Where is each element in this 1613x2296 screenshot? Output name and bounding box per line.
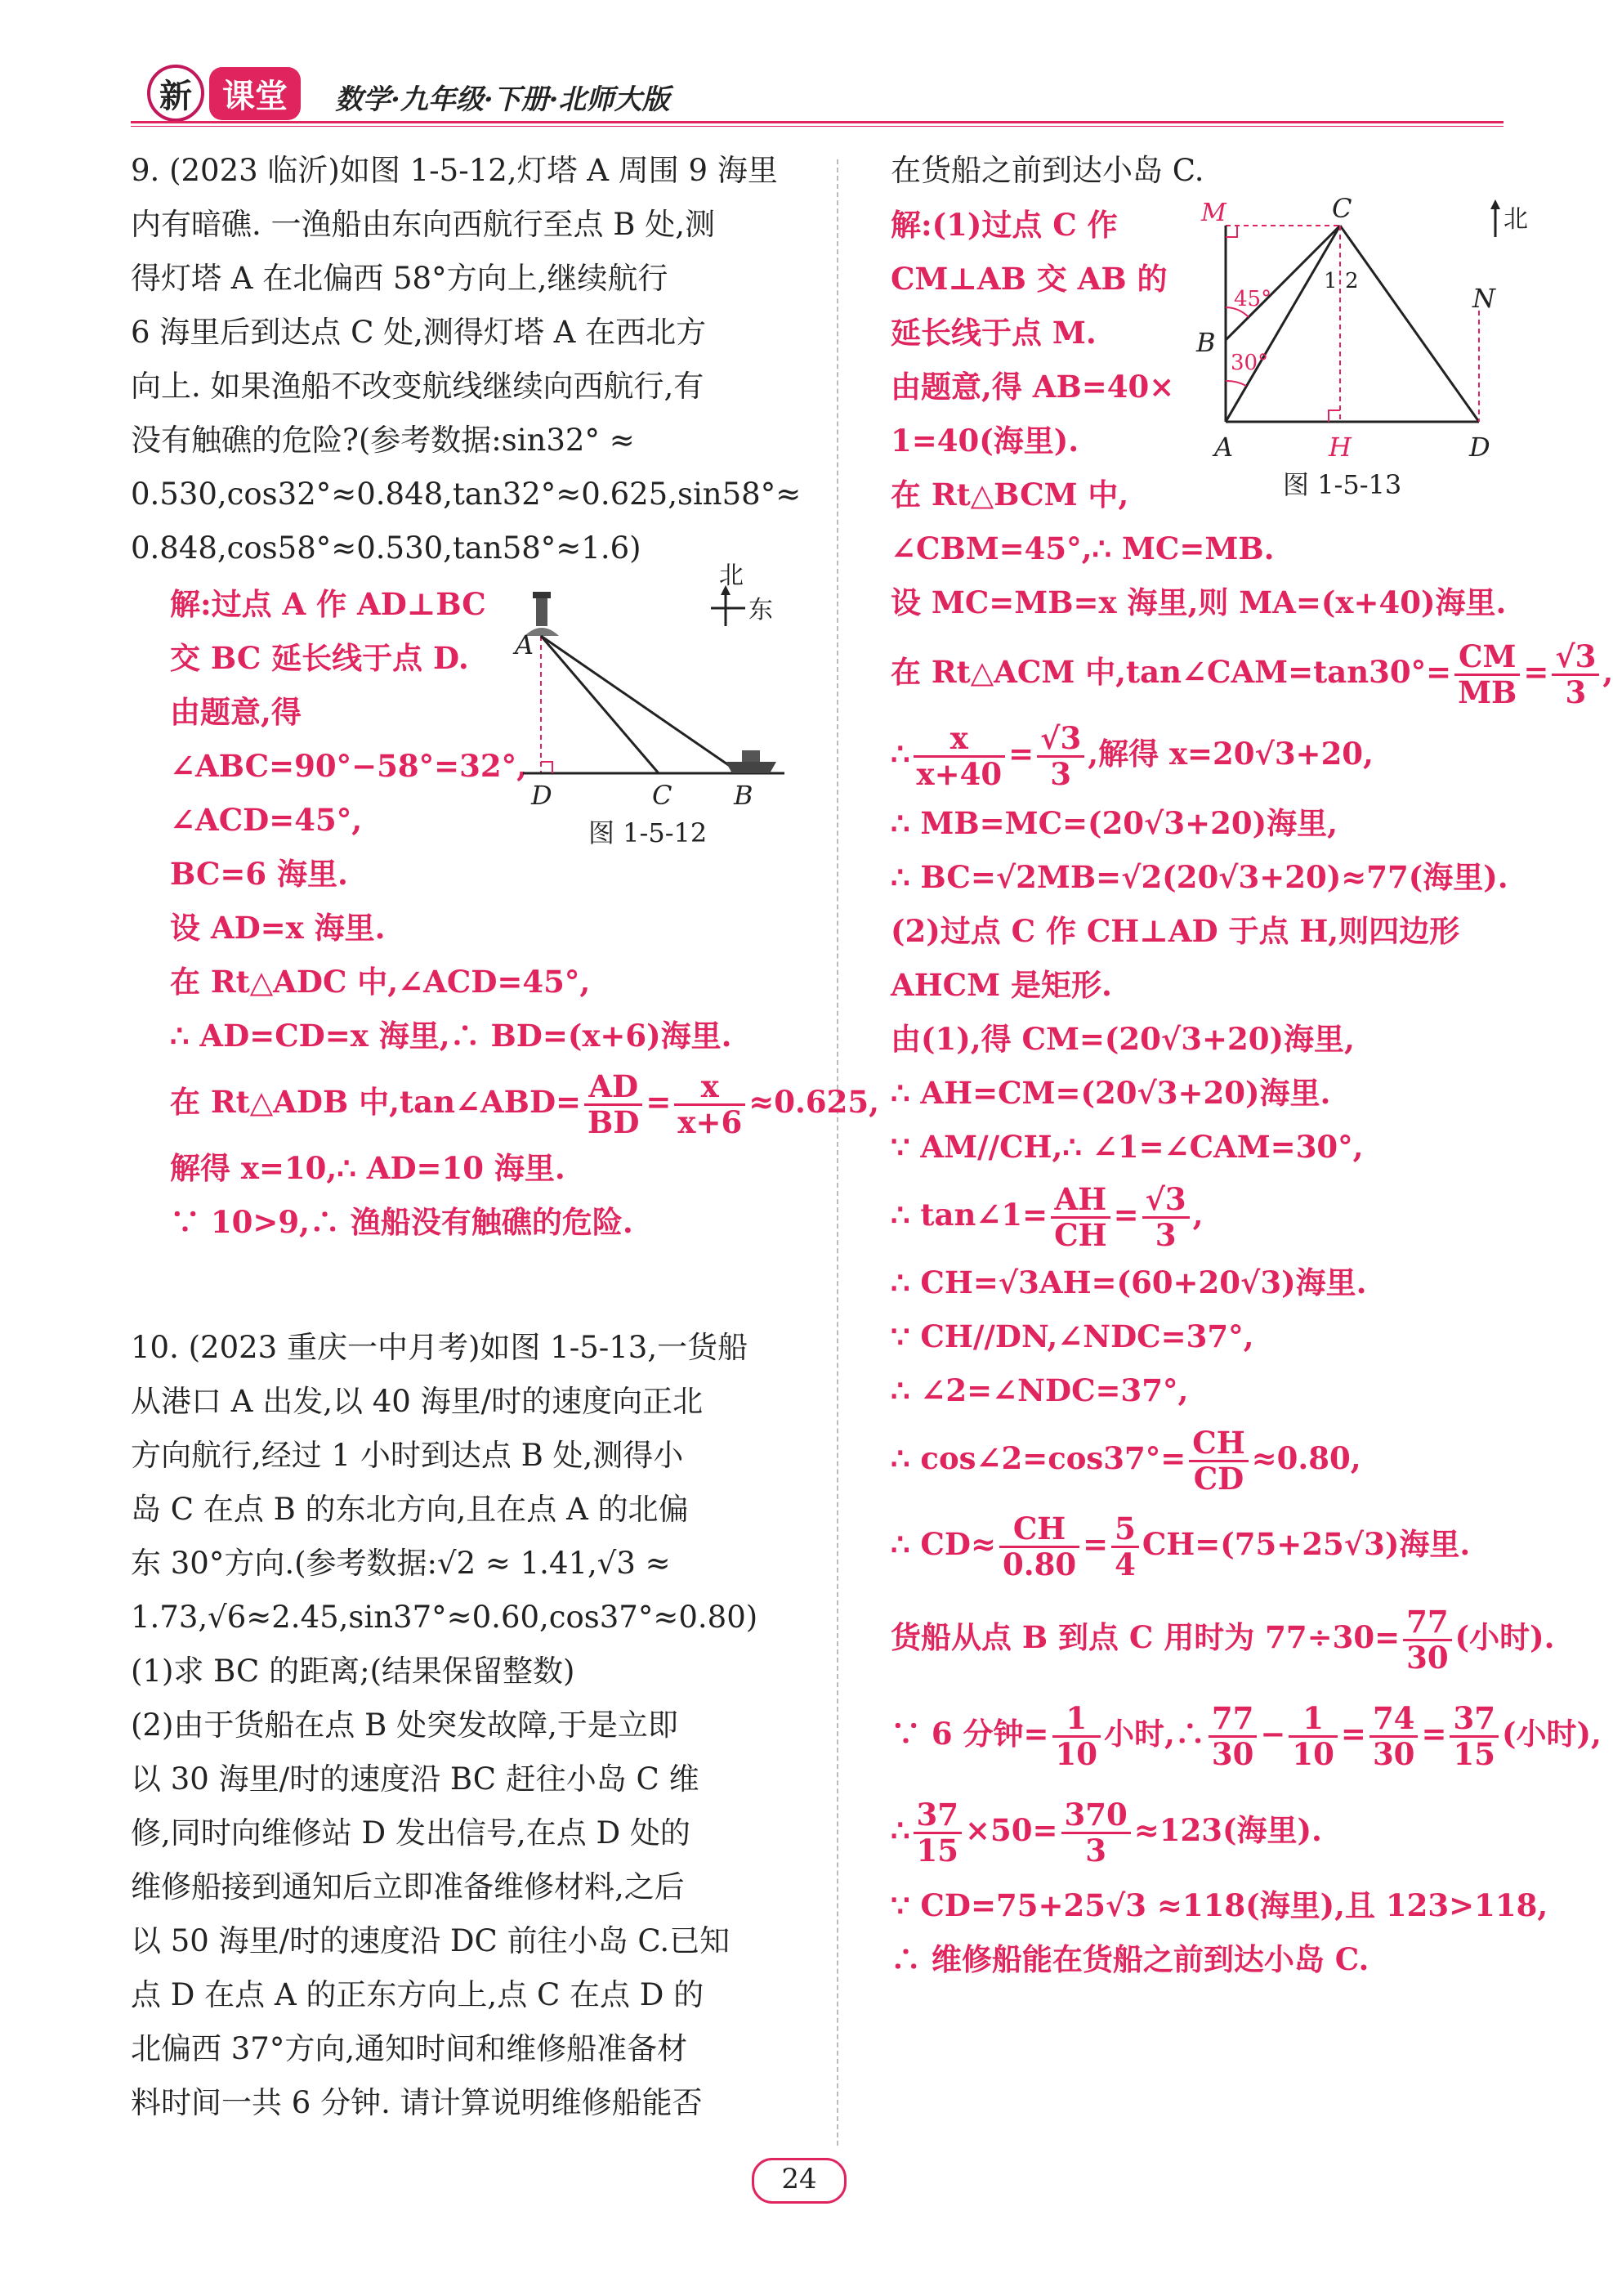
- q10-sol-line: 设 MC=MB=x 海里,则 MA=(x+40)海里.: [891, 584, 1507, 620]
- q10-line: 北偏西 37°方向,通知时间和维修船准备材: [131, 2031, 688, 2066]
- ship-icon: [726, 750, 776, 773]
- east-label: 东: [748, 596, 773, 624]
- q10-sol-line: ∴ CH=√3AH=(60+20√3)海里.: [891, 1264, 1367, 1300]
- q10-tan30-line: [891, 633, 1613, 711]
- q10-sol-line: ∵ CH//DN,∠NDC=37°,: [891, 1318, 1254, 1354]
- equals: =: [1523, 654, 1549, 690]
- fraction: [1552, 640, 1599, 709]
- q10-question: [131, 1321, 817, 2130]
- denominator: 0.80: [1002, 1546, 1077, 1582]
- q9-line: 6 海里后到达点 C 处,测得灯塔 A 在西北方: [131, 315, 707, 350]
- text: ≈0.80,: [1251, 1440, 1361, 1476]
- q10-sol-line: ∴ ∠2=∠NDC=37°,: [891, 1372, 1189, 1408]
- equals: =: [1008, 736, 1034, 772]
- q10-sol-line: ∴ AH=CM=(20√3+20)海里.: [891, 1075, 1331, 1111]
- q9-line: 内有暗礁. 一渔船由东向西航行至点 B 处,测: [131, 207, 715, 242]
- q10-figure: [1185, 193, 1528, 507]
- denominator: 30: [1211, 1736, 1254, 1772]
- denominator: 15: [1453, 1736, 1495, 1772]
- fraction: [1209, 1702, 1258, 1770]
- q10-sol-line: ∴ 维修船能在货船之前到达小岛 C.: [891, 1941, 1369, 1977]
- q10-sol-line: 由(1),得 CM=(20√3+20)海里,: [891, 1021, 1355, 1057]
- denominator: 30: [1406, 1640, 1449, 1676]
- book-subtitle: 数学·九年级·下册·北师大版: [335, 83, 670, 116]
- denominator: BD: [588, 1104, 640, 1140]
- fraction: [674, 1070, 745, 1139]
- equals: =: [646, 1084, 672, 1120]
- point-a-label: A: [1214, 432, 1234, 463]
- q9-line: 0.848,cos58°≈0.530,tan58°≈1.6): [131, 530, 641, 566]
- q9-sol-line: BC=6 海里.: [170, 856, 348, 892]
- q10-line: 维修船接到通知后立即准备维修材料,之后: [131, 1869, 685, 1904]
- denominator: x+40: [916, 756, 1003, 792]
- q10-sol-line: 由题意,得 AB=40×: [891, 369, 1175, 405]
- text: ∴: [891, 736, 910, 772]
- denominator: CD: [1193, 1461, 1244, 1497]
- point-c-label: C: [1332, 193, 1352, 224]
- denominator: MB: [1458, 674, 1517, 710]
- q9-line: 得灯塔 A 在北偏西 58°方向上,继续航行: [131, 261, 668, 296]
- q10-line: 以 30 海里/时的速度沿 BC 赶往小岛 C 维: [131, 1761, 699, 1797]
- point-d-label: D: [531, 780, 552, 811]
- numerator: AD: [584, 1070, 642, 1106]
- q10-line: 从港口 A 出发,以 40 海里/时的速度向正北: [131, 1384, 704, 1419]
- page-number: 24: [752, 2158, 847, 2204]
- denominator: 4: [1115, 1546, 1136, 1582]
- page-header: [131, 67, 1504, 124]
- text: ,: [1602, 654, 1613, 690]
- brand-logo: [147, 69, 301, 118]
- numerator: 5: [1111, 1512, 1139, 1548]
- point-a-label: A: [515, 629, 534, 660]
- q10-sol-line: ∵ AM//CH,∴ ∠1=∠CAM=30°,: [891, 1129, 1364, 1165]
- text: (小时),: [1501, 1716, 1602, 1752]
- numerator: 1: [1289, 1702, 1338, 1738]
- q10-six-line: [891, 1685, 1602, 1782]
- figure-caption: 图 1-5-12: [588, 817, 708, 848]
- numerator: 74: [1369, 1702, 1419, 1738]
- q9-tan-suffix: ≈0.625,: [748, 1084, 879, 1120]
- q9-sol-line: 交 BC 延长线于点 D.: [170, 640, 469, 676]
- fraction: [999, 1512, 1079, 1581]
- q10-cd-line: [891, 1499, 1544, 1589]
- numerator: x: [914, 722, 1006, 758]
- q9-tan-prefix: 在 Rt△ADB 中,tan∠ABD=: [170, 1084, 582, 1120]
- point-d-label: D: [1469, 432, 1490, 463]
- denominator: 30: [1372, 1736, 1415, 1772]
- fraction: [1037, 722, 1084, 790]
- q9-line: 没有触礁的危险?(参考数据:sin32° ≈: [131, 423, 635, 458]
- q10-sol-line: CM⊥AB 交 AB 的: [891, 261, 1168, 297]
- angle-45-label: 45°: [1234, 287, 1272, 311]
- north-arrowhead-icon: [1490, 199, 1500, 209]
- denominator: 10: [1055, 1736, 1098, 1772]
- numerator: √3: [1037, 722, 1084, 758]
- numerator: 77: [1209, 1702, 1258, 1738]
- numerator: 77: [1403, 1605, 1452, 1641]
- point-c-label: C: [652, 780, 672, 811]
- north-label: 北: [719, 562, 744, 590]
- q9-sol-line: 解:过点 A 作 AD⊥BC: [170, 586, 486, 622]
- q10-sol-line: ∠CBM=45°,∴ MC=MB.: [891, 530, 1275, 566]
- text: (小时).: [1454, 1619, 1555, 1655]
- q9-sol-line: ∴ AD=CD=x 海里,∴ BD=(x+6)海里.: [170, 1018, 732, 1054]
- text: ,: [1192, 1197, 1204, 1233]
- q10-line: 料时间一共 6 分钟. 请计算说明维修船能否: [131, 2085, 703, 2120]
- q10-line: 岛 C 在点 B 的东北方向,且在点 A 的北偏: [131, 1492, 689, 1527]
- denominator: 3: [1155, 1217, 1177, 1253]
- q10-sol-line: 在 Rt△BCM 中,: [891, 477, 1129, 512]
- q10-sol-line: ∵ CD=75+25√3 ≈118(海里),且 123>118,: [891, 1887, 1548, 1923]
- point-n-label: N: [1472, 283, 1495, 314]
- q10-line: (1)求 BC 的距离;(结果保留整数): [131, 1654, 575, 1689]
- numerator: x: [674, 1070, 745, 1106]
- fraction: [1189, 1426, 1248, 1495]
- text: ∴ cos∠2=cos37°=: [891, 1440, 1186, 1476]
- fraction: [914, 1798, 963, 1867]
- q9-sol-line: 由题意,得: [170, 694, 302, 730]
- text: 货船从点 B 到点 C 用时为 77÷30=: [891, 1619, 1401, 1655]
- q10-line: 修,同时向维修站 D 发出信号,在点 D 处的: [131, 1815, 690, 1851]
- q10-dist-line: [891, 1782, 1544, 1878]
- q9-question: [131, 144, 817, 575]
- text: ∵ 6 分钟=: [891, 1716, 1049, 1752]
- q9-tan-line: [170, 1063, 879, 1141]
- numerator: CH: [1189, 1426, 1248, 1462]
- q10-line: (2)由于货船在点 B 处突发故障,于是立即: [131, 1707, 678, 1743]
- q10-sol-line: 解:(1)过点 C 作: [891, 207, 1118, 243]
- cd-line: [1340, 226, 1479, 422]
- text: ∴: [891, 1812, 910, 1848]
- q10-line: 10. (2023 重庆一中月考)如图 1-5-13,一货船: [131, 1330, 748, 1365]
- fraction: [1369, 1702, 1419, 1770]
- denominator: 15: [916, 1833, 959, 1869]
- q10-sol-line: 1=40(海里).: [891, 423, 1079, 459]
- text: ∴ tan∠1=: [891, 1197, 1048, 1233]
- fraction: [584, 1070, 642, 1139]
- north-label: 北: [1504, 205, 1528, 234]
- q10-solve-line: [891, 711, 1544, 796]
- fraction: [1403, 1605, 1452, 1674]
- angle-30-arc: [1226, 381, 1246, 386]
- q10-sol-line: 延长线于点 M.: [891, 315, 1097, 351]
- q9-line: 9. (2023 临沂)如图 1-5-12,灯塔 A 周围 9 海里: [131, 153, 778, 188]
- text: −: [1260, 1716, 1286, 1752]
- text: 小时,∴: [1104, 1716, 1205, 1752]
- equals: =: [1113, 1197, 1139, 1233]
- numerator: CM: [1454, 640, 1520, 676]
- brand-mark: 新: [147, 65, 204, 122]
- denominator: 10: [1292, 1736, 1334, 1772]
- fraction: [1111, 1512, 1139, 1581]
- numerator: 1: [1052, 1702, 1101, 1738]
- q10-sol-line: (2)过点 C 作 CH⊥AD 于点 H,则四边形: [891, 913, 1460, 949]
- q10-solution-main: [891, 633, 1613, 1986]
- q10-sol-line: AHCM 是矩形.: [891, 967, 1112, 1003]
- q10-line: 东 30°方向.(参考数据:√2 ≈ 1.41,√3 ≈: [131, 1546, 671, 1581]
- text: ,解得 x=20√3+20,: [1088, 736, 1374, 772]
- q10-line: 以 50 海里/时的速度沿 DC 前往小岛 C.已知: [131, 1923, 731, 1958]
- numerator: √3: [1142, 1183, 1190, 1219]
- equals: =: [1340, 1716, 1366, 1752]
- numerator: CH: [999, 1512, 1079, 1548]
- q10-line: 方向航行,经过 1 小时到达点 B 处,测得小: [131, 1438, 684, 1473]
- angle-2-label: 2: [1345, 269, 1359, 293]
- text: ×50=: [965, 1812, 1058, 1848]
- q10-line: 1.73,√6≈2.45,sin37°≈0.60,cos37°≈0.80): [131, 1600, 758, 1635]
- q10-cos-line: [891, 1417, 1544, 1499]
- text: ∴ CD≈: [891, 1526, 996, 1562]
- q10-line: 点 D 在点 A 的正东方向上,点 C 在点 D 的: [131, 1977, 704, 2012]
- right-angle-mark-h: [1329, 410, 1340, 422]
- fraction: [1051, 1183, 1110, 1251]
- point-b-label: B: [734, 780, 753, 811]
- equals: =: [1083, 1526, 1109, 1562]
- q10-cont-line: 在货船之前到达小岛 C.: [891, 153, 1204, 188]
- point-h-label: H: [1329, 432, 1352, 463]
- brand-name: 课堂: [209, 67, 301, 120]
- angle-1-label: 1: [1324, 269, 1338, 293]
- q9-line: 向上. 如果渔船不改变航线继续向西航行,有: [131, 369, 704, 404]
- point-m-label: M: [1201, 199, 1227, 227]
- numerator: 370: [1061, 1798, 1131, 1834]
- point-b-label: B: [1196, 327, 1216, 358]
- equals: =: [1421, 1716, 1447, 1752]
- q9-sol-line: ∵ 10>9,∴ 渔船没有触礁的危险.: [170, 1204, 633, 1240]
- q10-time-line: [891, 1589, 1555, 1685]
- fraction: [1289, 1702, 1338, 1770]
- text: ≈123(海里).: [1133, 1812, 1322, 1848]
- fraction: [1142, 1183, 1190, 1251]
- q9-sol-line: ∠ABC=90°−58°=32°,: [170, 748, 527, 784]
- fraction: [914, 722, 1006, 790]
- q10-continuation: [891, 144, 1528, 198]
- right-angle-mark-m: [1226, 226, 1237, 237]
- denominator: x+6: [677, 1104, 743, 1140]
- q9-sol-line: 设 AD=x 海里.: [170, 910, 386, 946]
- numerator: √3: [1552, 640, 1599, 676]
- q10-sol-line: ∴ BC=√2MB=√2(20√3+20)≈77(海里).: [891, 859, 1508, 895]
- q9-sol-line: ∠ACD=45°,: [170, 802, 363, 838]
- q9-line: 0.530,cos32°≈0.848,tan32°≈0.625,sin58°≈: [131, 477, 802, 512]
- fraction: [1052, 1702, 1101, 1770]
- denominator: CH: [1054, 1217, 1107, 1253]
- denominator: 3: [1565, 674, 1587, 710]
- text: 在 Rt△ACM 中,tan∠CAM=tan30°=: [891, 654, 1452, 690]
- text: CH=(75+25√3)海里.: [1142, 1526, 1471, 1562]
- denominator: 3: [1085, 1833, 1107, 1869]
- q9-sol-line: 解得 x=10,∴ AD=10 海里.: [170, 1150, 565, 1186]
- right-angle-mark: [541, 762, 552, 773]
- q9-figure: [507, 562, 817, 850]
- fraction: [1454, 640, 1520, 709]
- figure-caption: 图 1-5-13: [1283, 469, 1402, 500]
- angle-30-label: 30°: [1231, 351, 1269, 375]
- numerator: 37: [1450, 1702, 1499, 1738]
- fraction: [1061, 1798, 1131, 1867]
- denominator: 3: [1050, 756, 1072, 792]
- column-divider: [837, 159, 838, 2146]
- q9-sol-line: 在 Rt△ADC 中,∠ACD=45°,: [170, 964, 591, 1000]
- q10-tan1-line: [891, 1174, 1544, 1255]
- header-rule-thin: [131, 126, 1504, 127]
- q10-sol-line: ∴ MB=MC=(20√3+20)海里,: [891, 805, 1338, 841]
- numerator: 37: [914, 1798, 963, 1834]
- header-rule: [131, 121, 1504, 123]
- numerator: AH: [1051, 1183, 1110, 1219]
- fraction: [1450, 1702, 1499, 1770]
